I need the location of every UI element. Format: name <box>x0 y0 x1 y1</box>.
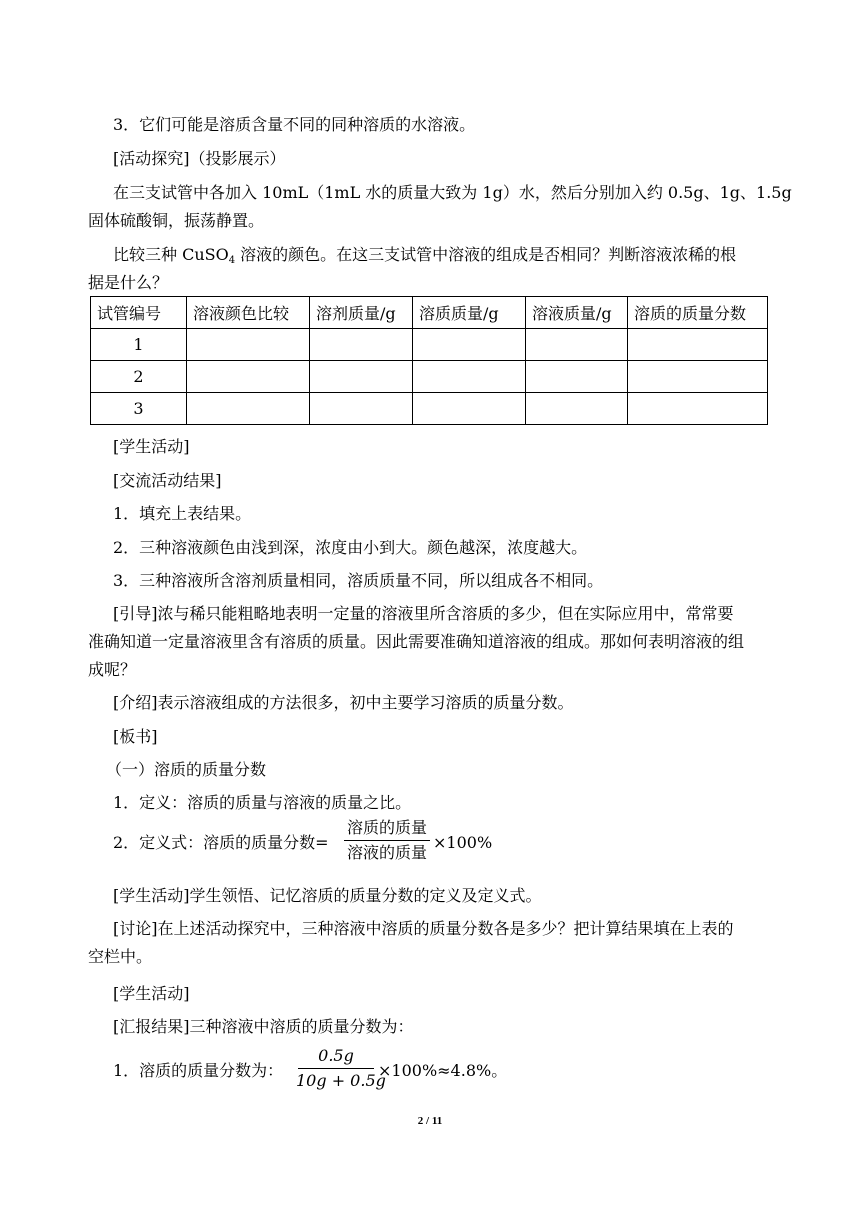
text-line: [交流活动结果] <box>113 471 222 490</box>
table-cell <box>310 393 413 425</box>
text-line: [学生活动]学生领悟、记忆溶质的质量分数的定义及定义式。 <box>113 886 542 905</box>
table-cell: 2 <box>91 361 187 393</box>
table-row <box>91 329 768 361</box>
table-header-cell: 溶液颜色比较 <box>187 297 310 329</box>
text-line: [汇报结果]三种溶液中溶质的质量分数为： <box>113 1017 414 1036</box>
fraction-denominator: 溶液的质量 <box>346 843 427 862</box>
table-cell <box>413 361 526 393</box>
table-header-cell: 溶质的质量分数 <box>628 297 768 329</box>
table-cell: 3 <box>91 393 187 425</box>
text-line: [讨论]在上述活动探究中，三种溶液中溶质的质量分数各是多少？把计算结果填在上表的 <box>113 919 734 938</box>
table-cell <box>413 393 526 425</box>
table-cell <box>310 361 413 393</box>
table-row <box>91 361 768 393</box>
table-cell: 1 <box>91 329 187 361</box>
text-line: [板书] <box>113 727 158 746</box>
table-cell <box>526 393 628 425</box>
section-heading: （一）溶质的质量分数 <box>106 760 267 779</box>
table-cell <box>413 329 526 361</box>
fraction-bar <box>344 840 430 841</box>
table-cell <box>628 361 768 393</box>
table-cell <box>526 329 628 361</box>
text-line: [引导]浓与稀只能粗略地表明一定量的溶液里所含溶质的多少，但在实际应用中，常常要 <box>113 604 734 623</box>
table-header-row <box>91 297 768 329</box>
fraction-numerator: 0.5g <box>318 1046 354 1065</box>
text-line: [学生活动] <box>113 437 190 456</box>
text-line: 3．三种溶液所含溶剂质量相同，溶质质量不同，所以组成各不相同。 <box>113 571 604 590</box>
experiment-table <box>90 296 768 425</box>
definition-formula-prefix: 2．定义式：溶质的质量分数= <box>113 833 329 852</box>
text-line: 3．它们可能是溶质含量不同的同种溶质的水溶液。 <box>113 115 476 134</box>
result-fraction <box>296 1046 386 1094</box>
text-line: [学生活动] <box>113 984 190 1003</box>
text-line: 据是什么？ <box>88 273 169 292</box>
result-formula-suffix: ×100%≈4.8%。 <box>378 1061 508 1080</box>
fraction-bar <box>298 1068 374 1069</box>
fraction-numerator: 溶质的质量 <box>346 818 427 837</box>
page-number: 2 / 11 <box>417 1115 443 1127</box>
text-line: [活动探究]（投影展示） <box>113 149 286 168</box>
definition-fraction <box>342 818 432 866</box>
table-cell <box>628 329 768 361</box>
text-line: [介绍]表示溶液组成的方法很多，初中主要学习溶质的质量分数。 <box>113 693 574 712</box>
table-header-cell: 溶剂质量/g <box>310 297 413 329</box>
table-cell <box>526 361 628 393</box>
table-header-cell: 溶液质量/g <box>526 297 628 329</box>
text-line: 1．定义：溶质的质量与溶液的质量之比。 <box>113 793 412 812</box>
fraction-denominator: 10g + 0.5g <box>296 1071 386 1090</box>
text-line: 成呢？ <box>88 660 137 679</box>
result-formula-prefix: 1．溶质的质量分数为： <box>113 1061 284 1080</box>
table-cell <box>187 393 310 425</box>
table-header-cell: 试管编号 <box>91 297 187 329</box>
definition-formula-suffix: ×100% <box>433 833 493 852</box>
text-line: 准确知道一定量溶液里含有溶质的质量。因此需要准确知道溶液的组成。那如何表明溶液的组 <box>88 632 745 651</box>
text-line: 1．填充上表结果。 <box>113 504 252 523</box>
table-cell <box>187 361 310 393</box>
text-line: 空栏中。 <box>88 947 153 966</box>
table-cell <box>187 329 310 361</box>
text-line: 固体硫酸铜，振荡静置。 <box>88 211 265 230</box>
table-cell <box>310 329 413 361</box>
text-line: 2．三种溶液颜色由浅到深，浓度由小到大。颜色越深，浓度越大。 <box>113 538 588 557</box>
table-header-cell: 溶质质量/g <box>413 297 526 329</box>
text-line: 在三支试管中各加入 10mL（1mL 水的质量大致为 1g）水，然后分别加入约 0.5g、1g、1.5g <box>113 183 792 202</box>
chem-formula: CuSO$_4$ <box>182 245 236 266</box>
text-line-cuso4: 比较三种 CuSO$_4$ 溶液的颜色。在这三支试管中溶液的组成是否相同？判断溶液浓稀的根 <box>113 245 737 266</box>
table-row <box>91 393 768 425</box>
table-cell <box>628 393 768 425</box>
